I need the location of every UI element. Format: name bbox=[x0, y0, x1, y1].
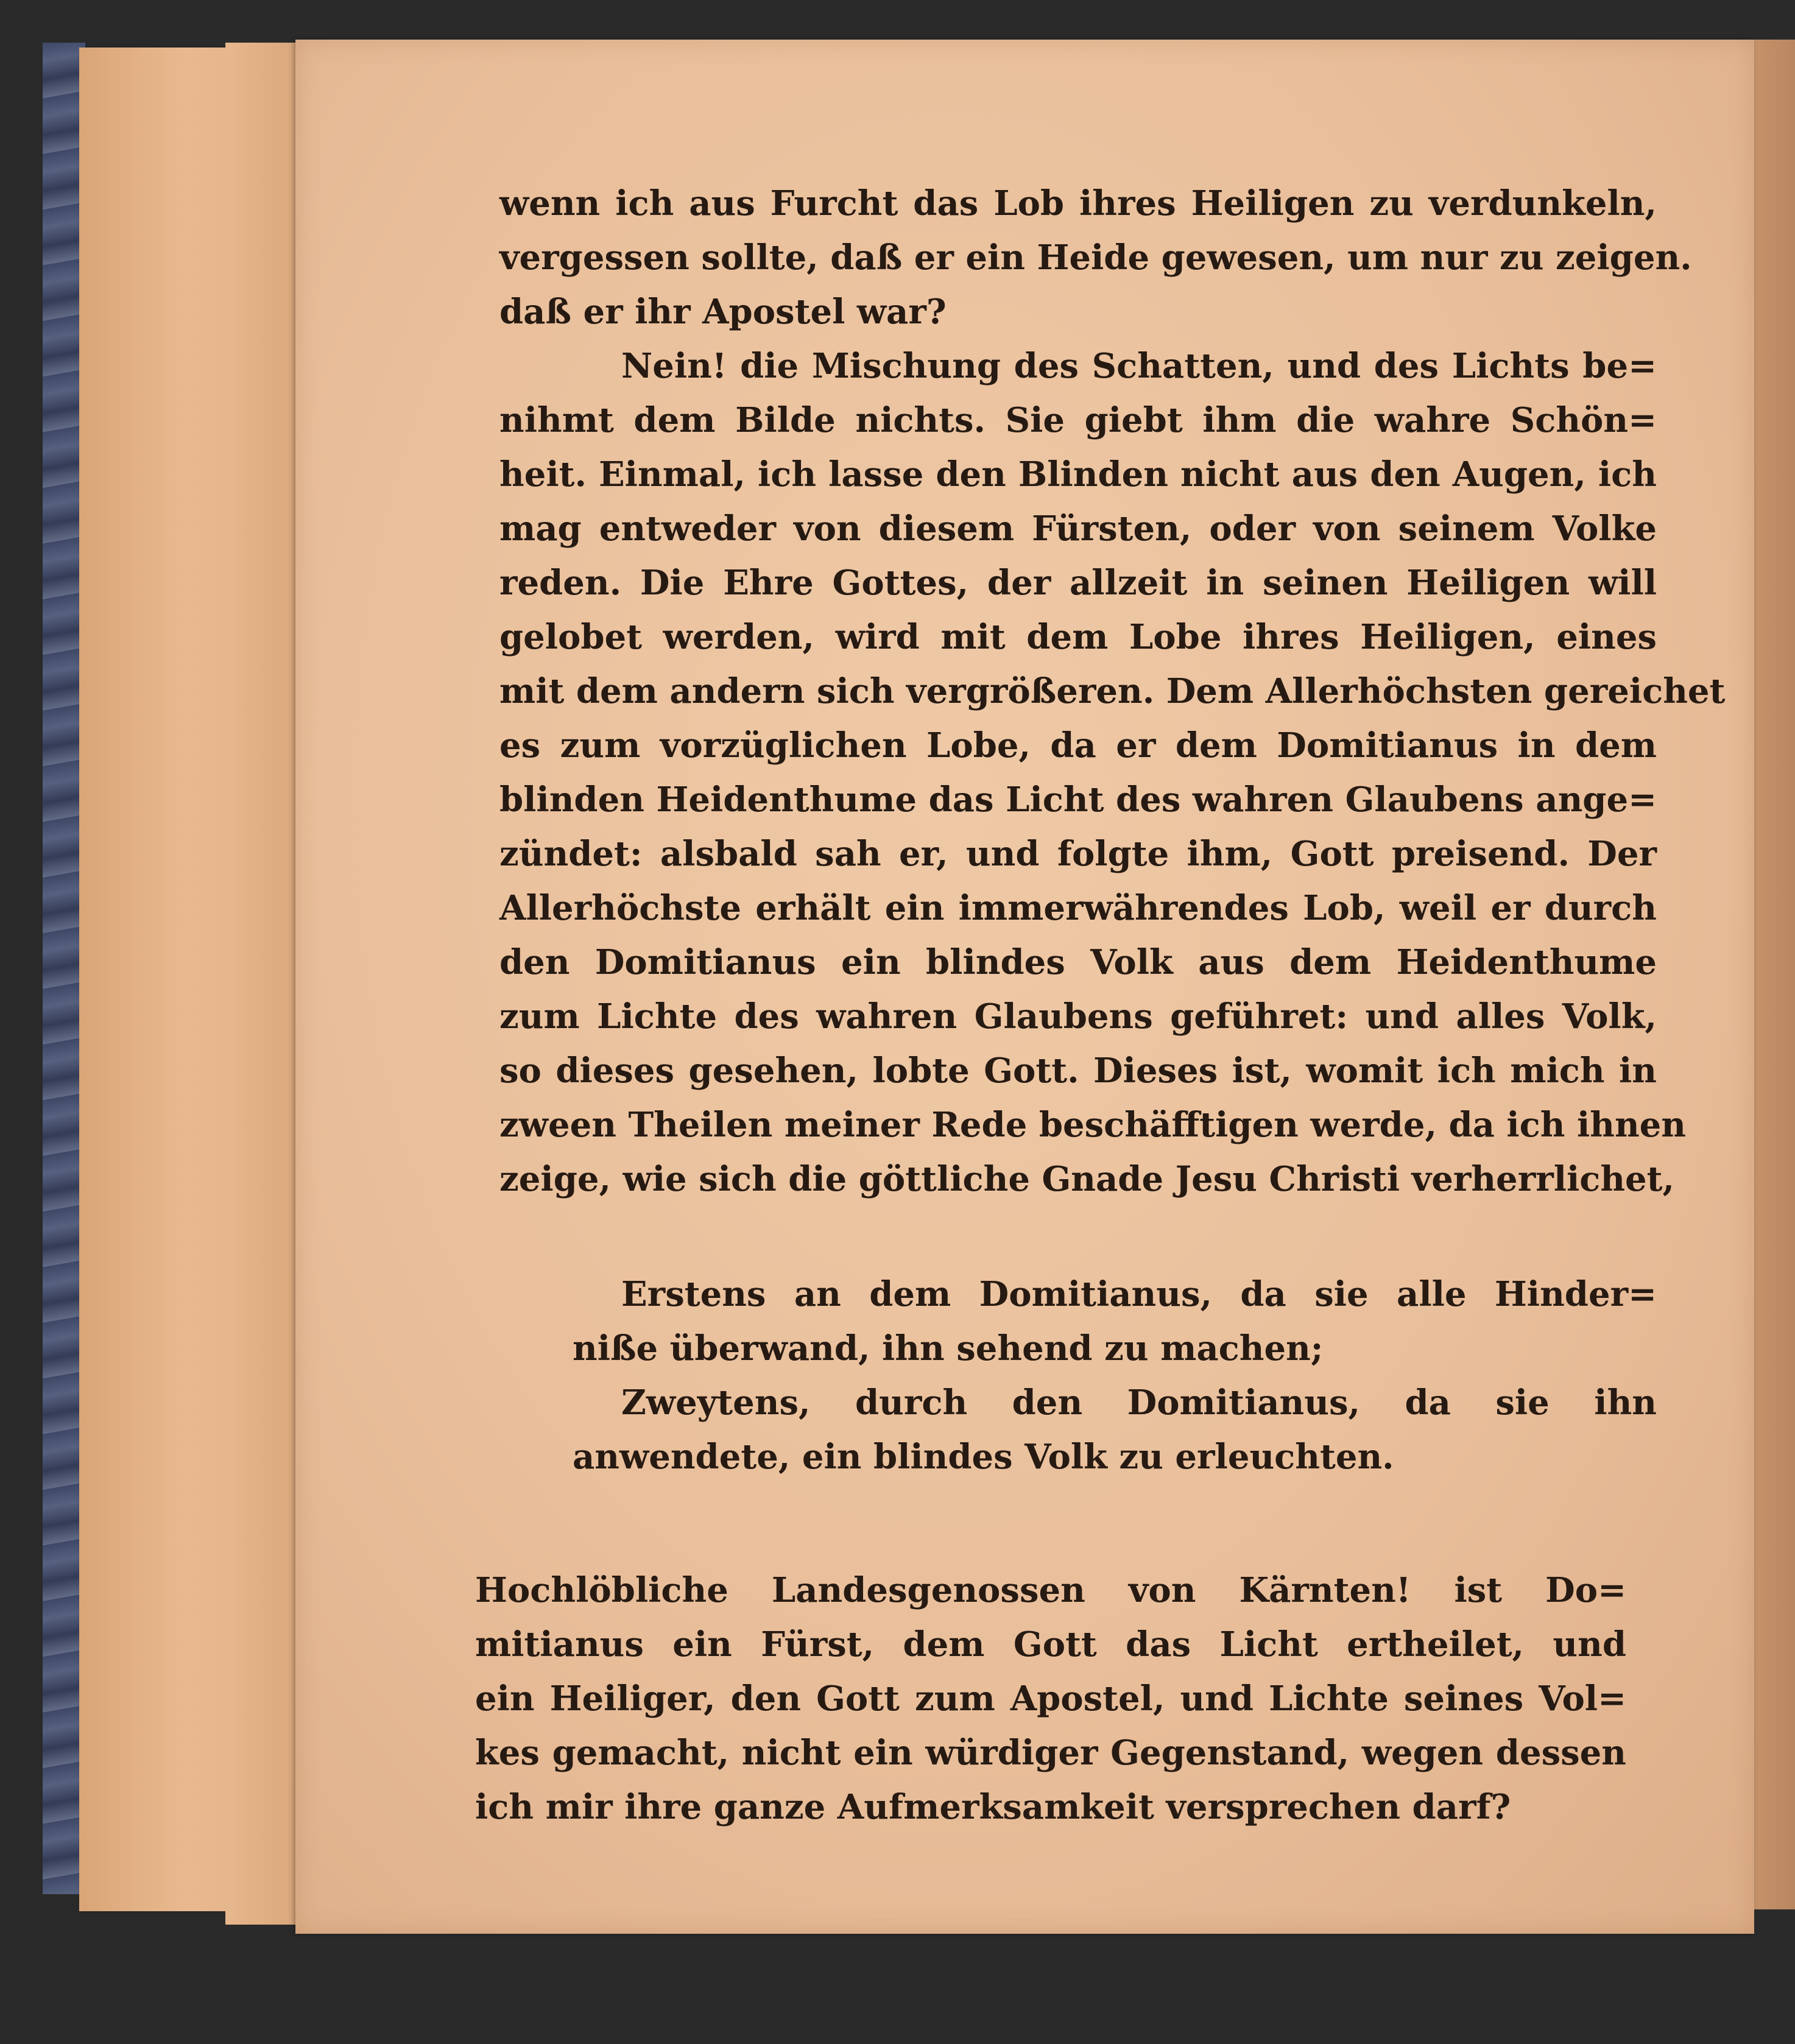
text-line: heit. Einmal, ich lasse den Blinden nicht aus den Augen, ich bbox=[499, 454, 1657, 495]
division-list bbox=[499, 1267, 1657, 1484]
text-line: Zweytens, durch den Domitianus, da sie ihn bbox=[621, 1383, 1657, 1423]
text-line: kes gemacht, nicht ein würdiger Gegenstand, wegen dessen bbox=[475, 1733, 1626, 1773]
text-line: daß er ihr Apostel war? bbox=[499, 292, 947, 332]
closing-paragraph bbox=[475, 1563, 1657, 1834]
text-line: den Domitianus ein blindes Volk aus dem Heidenthume bbox=[499, 942, 1657, 982]
text-line: Hochlöbliche Landesgenossen von Kärnten! ist Do= bbox=[475, 1570, 1626, 1610]
text-line: zum Lichte des wahren Glaubens geführet: und alles Volk, bbox=[499, 996, 1657, 1037]
text-line: Erstens an dem Domitianus, da sie alle Hinder= bbox=[621, 1274, 1657, 1314]
text-line: so dieses gesehen, lobte Gott. Dieses ist, womit ich mich in bbox=[499, 1051, 1657, 1091]
text-line: mitianus ein Fürst, dem Gott das Licht ertheilet, und bbox=[475, 1624, 1626, 1665]
text-line: niße überwand, ihn sehend zu machen; bbox=[573, 1328, 1324, 1369]
text-line: Allerhöchste erhält ein immerwährendes Lob, weil er durch bbox=[499, 888, 1657, 928]
text-line: es zum vorzüglichen Lobe, da er dem Domitianus in dem bbox=[499, 725, 1657, 766]
text-line: nihmt dem Bilde nichts. Sie giebt ihm die wahre Schön= bbox=[499, 400, 1657, 440]
text-line: reden. Die Ehre Gottes, der allzeit in seinen Heiligen will bbox=[499, 563, 1657, 603]
text-line: mag entweder von diesem Fürsten, oder von seinem Volke bbox=[499, 509, 1657, 549]
text-line: ein Heiliger, den Gott zum Apostel, und Lichte seines Vol= bbox=[475, 1679, 1626, 1719]
intro-paragraph bbox=[499, 177, 1692, 339]
text-line: vergessen sollte, daß er ein Heide gewesen, um nur zu zeigen. bbox=[499, 238, 1692, 278]
text-line: wenn ich aus Furcht das Lob ihres Heiligen zu verdunkeln, bbox=[499, 183, 1657, 224]
text-line: gelobet werden, wird mit dem Lobe ihres Heiligen, eines bbox=[499, 617, 1657, 657]
text-line: zündet: alsbald sah er, und folgte ihm, Gott preisend. Der bbox=[499, 834, 1657, 874]
text-line: ich mir ihre ganze Aufmerksamkeit versprechen darf? bbox=[475, 1787, 1511, 1827]
page-text bbox=[475, 177, 1726, 1834]
text-line: zeige, wie sich die göttliche Gnade Jesu Christi verherrlichet, bbox=[499, 1159, 1675, 1199]
text-line: blinden Heidenthume das Licht des wahren Glaubens ange= bbox=[499, 780, 1657, 820]
text-line: zween Theilen meiner Rede beschäfftigen werde, da ich ihnen bbox=[499, 1105, 1687, 1145]
text-line: anwendete, ein blindes Volk zu erleuchten. bbox=[573, 1437, 1394, 1477]
flyleaf-edge bbox=[225, 43, 300, 1925]
text-line: Nein! die Mischung des Schatten, und des Lichts be= bbox=[621, 346, 1657, 386]
text-line: mit dem andern sich vergrößeren. Dem Allerhöchsten gereichet bbox=[499, 671, 1726, 711]
main-paragraph bbox=[499, 339, 1726, 1207]
